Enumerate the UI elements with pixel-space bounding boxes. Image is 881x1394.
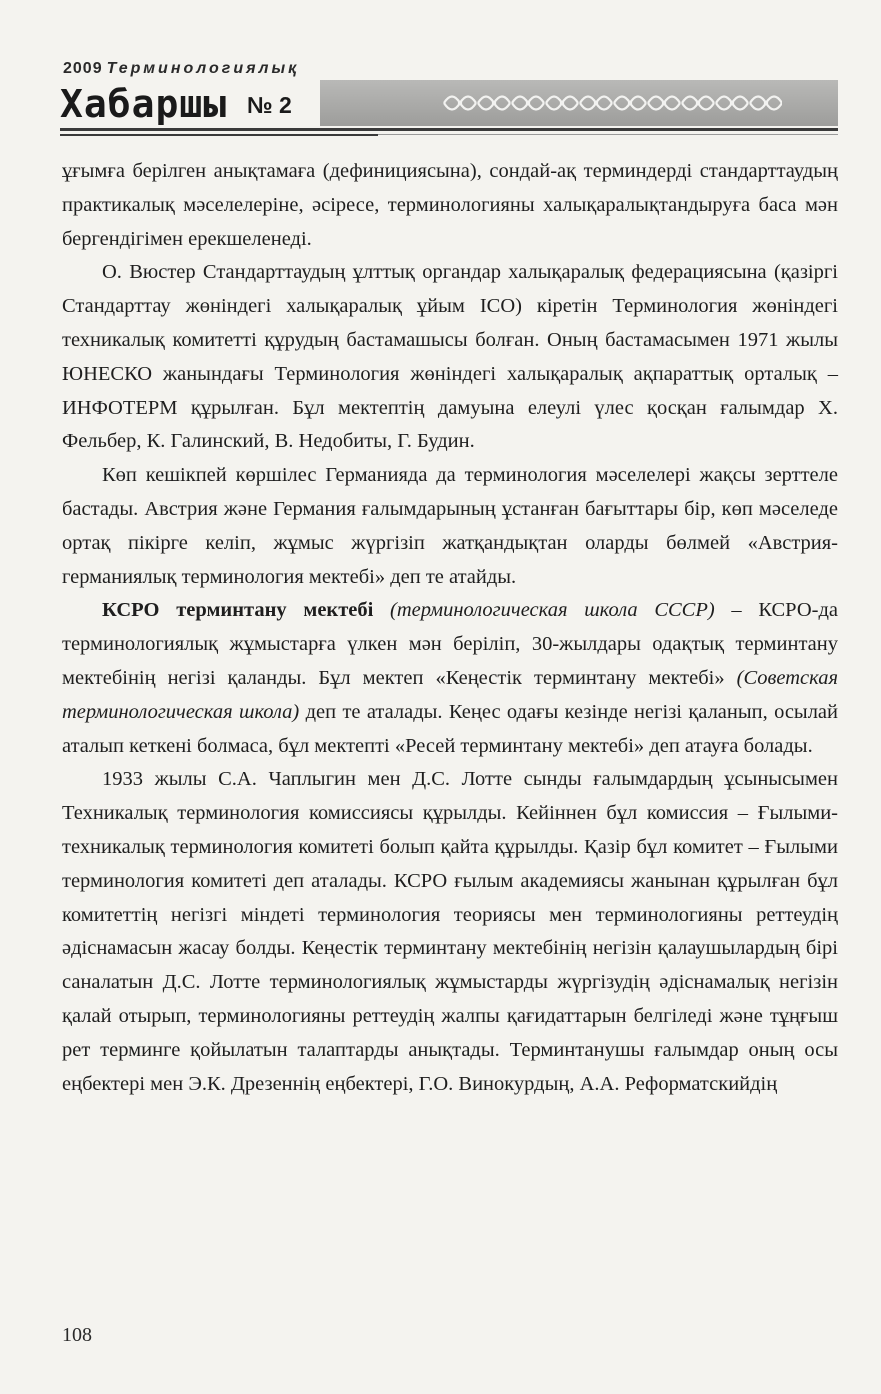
header-rule-right xyxy=(378,134,838,135)
header-journal-word: Терминологиялық xyxy=(106,60,300,77)
paragraph-3: Көп кешікпей көршілес Германияда да терминология мәселелері жақсы зерттеле бастады. Австрия және Германия ғалымдарының ұстанған бағыттары бір, көп мәселеде ортақ пікірге келіп, жұмыс жүргізіп жатқандықтан оларды бөлмей «Австрия-германиялық терминология мектебі» деп те атайды. xyxy=(62,464,838,588)
header-journal-title: Хабаршы xyxy=(60,82,228,126)
header-ornament-band xyxy=(320,80,838,126)
running-header xyxy=(0,0,881,150)
header-rule-thick xyxy=(60,128,838,131)
paragraph-2: О. Вюстер Стандарттаудың ұлттық органдар халықаралық федерациясына (қазіргі Стандарттау жөніндегі халықаралық ұйым ІСО) кіретін Терминология жөніндегі техникалық комитетті құрудың бастамашысы болған. Оның бастамасымен 1971 жылы ЮНЕСКО жанындағы Терминология жөніндегі халықаралық ақпараттық орталық – ИНФОТЕРМ құрылған. Бұл мектептің дамуына елеулі үлес қосқан ғалымдар Х. Фельбер, К. Галинский, В. Недобиты, Г. Будин. xyxy=(62,261,838,453)
paragraph-1: ұғымға берілген анықтамаға (дефинициясына), сондай-ақ терминдерді стандарттаудың практикалық мәселелеріне, әсіресе, терминологияны халықаралықтандыруға баса мән бергендігімен ерекшеленеді. xyxy=(62,160,838,250)
term-heading: КСРО терминтану мектебі xyxy=(102,599,374,622)
header-year: 2009 xyxy=(63,60,103,77)
paragraph-4 xyxy=(62,594,838,763)
header-issue-number: № 2 xyxy=(247,92,292,118)
term-russian-gloss: (терминологическая школа СССР) xyxy=(390,599,715,622)
article-body xyxy=(62,155,838,1101)
paragraph-4-text-b: деп те аталады. Кеңес одағы кезінде негізі қаланып, осылай аталып кеткені болмаса, бұл мектепті «Ресей терминтану мектебі» деп атауға болады. xyxy=(62,700,839,757)
term-russian-gloss-2: (Советская терминологическая школа) xyxy=(62,666,839,723)
paragraph-5: 1933 жылы С.А. Чаплыгин мен Д.С. Лотте сынды ғалымдардың ұсынысымен Техникалық терминология комиссиясы құрылды. Кейіннен бұл комиссия – Ғылыми-техникалық терминология комитеті болып қайта құрылды. Қазір бұл комитет – Ғылыми терминология комитеті деп аталады. КСРО ғылым академиясы жанынан құрылған бұл комитеттің негізгі міндеті терминология теориясы мен терминологияны реттеудің әдіснамасын жасау болды. Кеңестік терминтану мектебінің негізін қалаушылардың бірі саналатын Д.С. Лотте терминологиялық жұмыстарды жүргізудің әдіснамалық негізін қалай отырып, терминологияны реттеудің жалпы қағидаттарын белгіледі және тұңғыш рет терминге қойылатын талаптарды анықтады. Терминтанушы ғалымдар оның осы еңбектері мен Э.К. Дрезеннің еңбектері, Г.О. Винокурдың, А.А. Реформатскийдің xyxy=(62,768,838,1095)
paragraph-4-text-a: – КСРО-да терминологиялық жұмыстарға үлкен мән беріліп, 30-жылдары одақтық терминтану мектебінің негізі қаланды. Бұл мектеп «Кеңестік терминтану мектебі» xyxy=(62,599,838,689)
ornament-pattern-icon xyxy=(442,86,782,120)
header-year-line xyxy=(63,60,299,78)
header-rule-left xyxy=(60,134,378,136)
page-number: 108 xyxy=(62,1324,92,1346)
